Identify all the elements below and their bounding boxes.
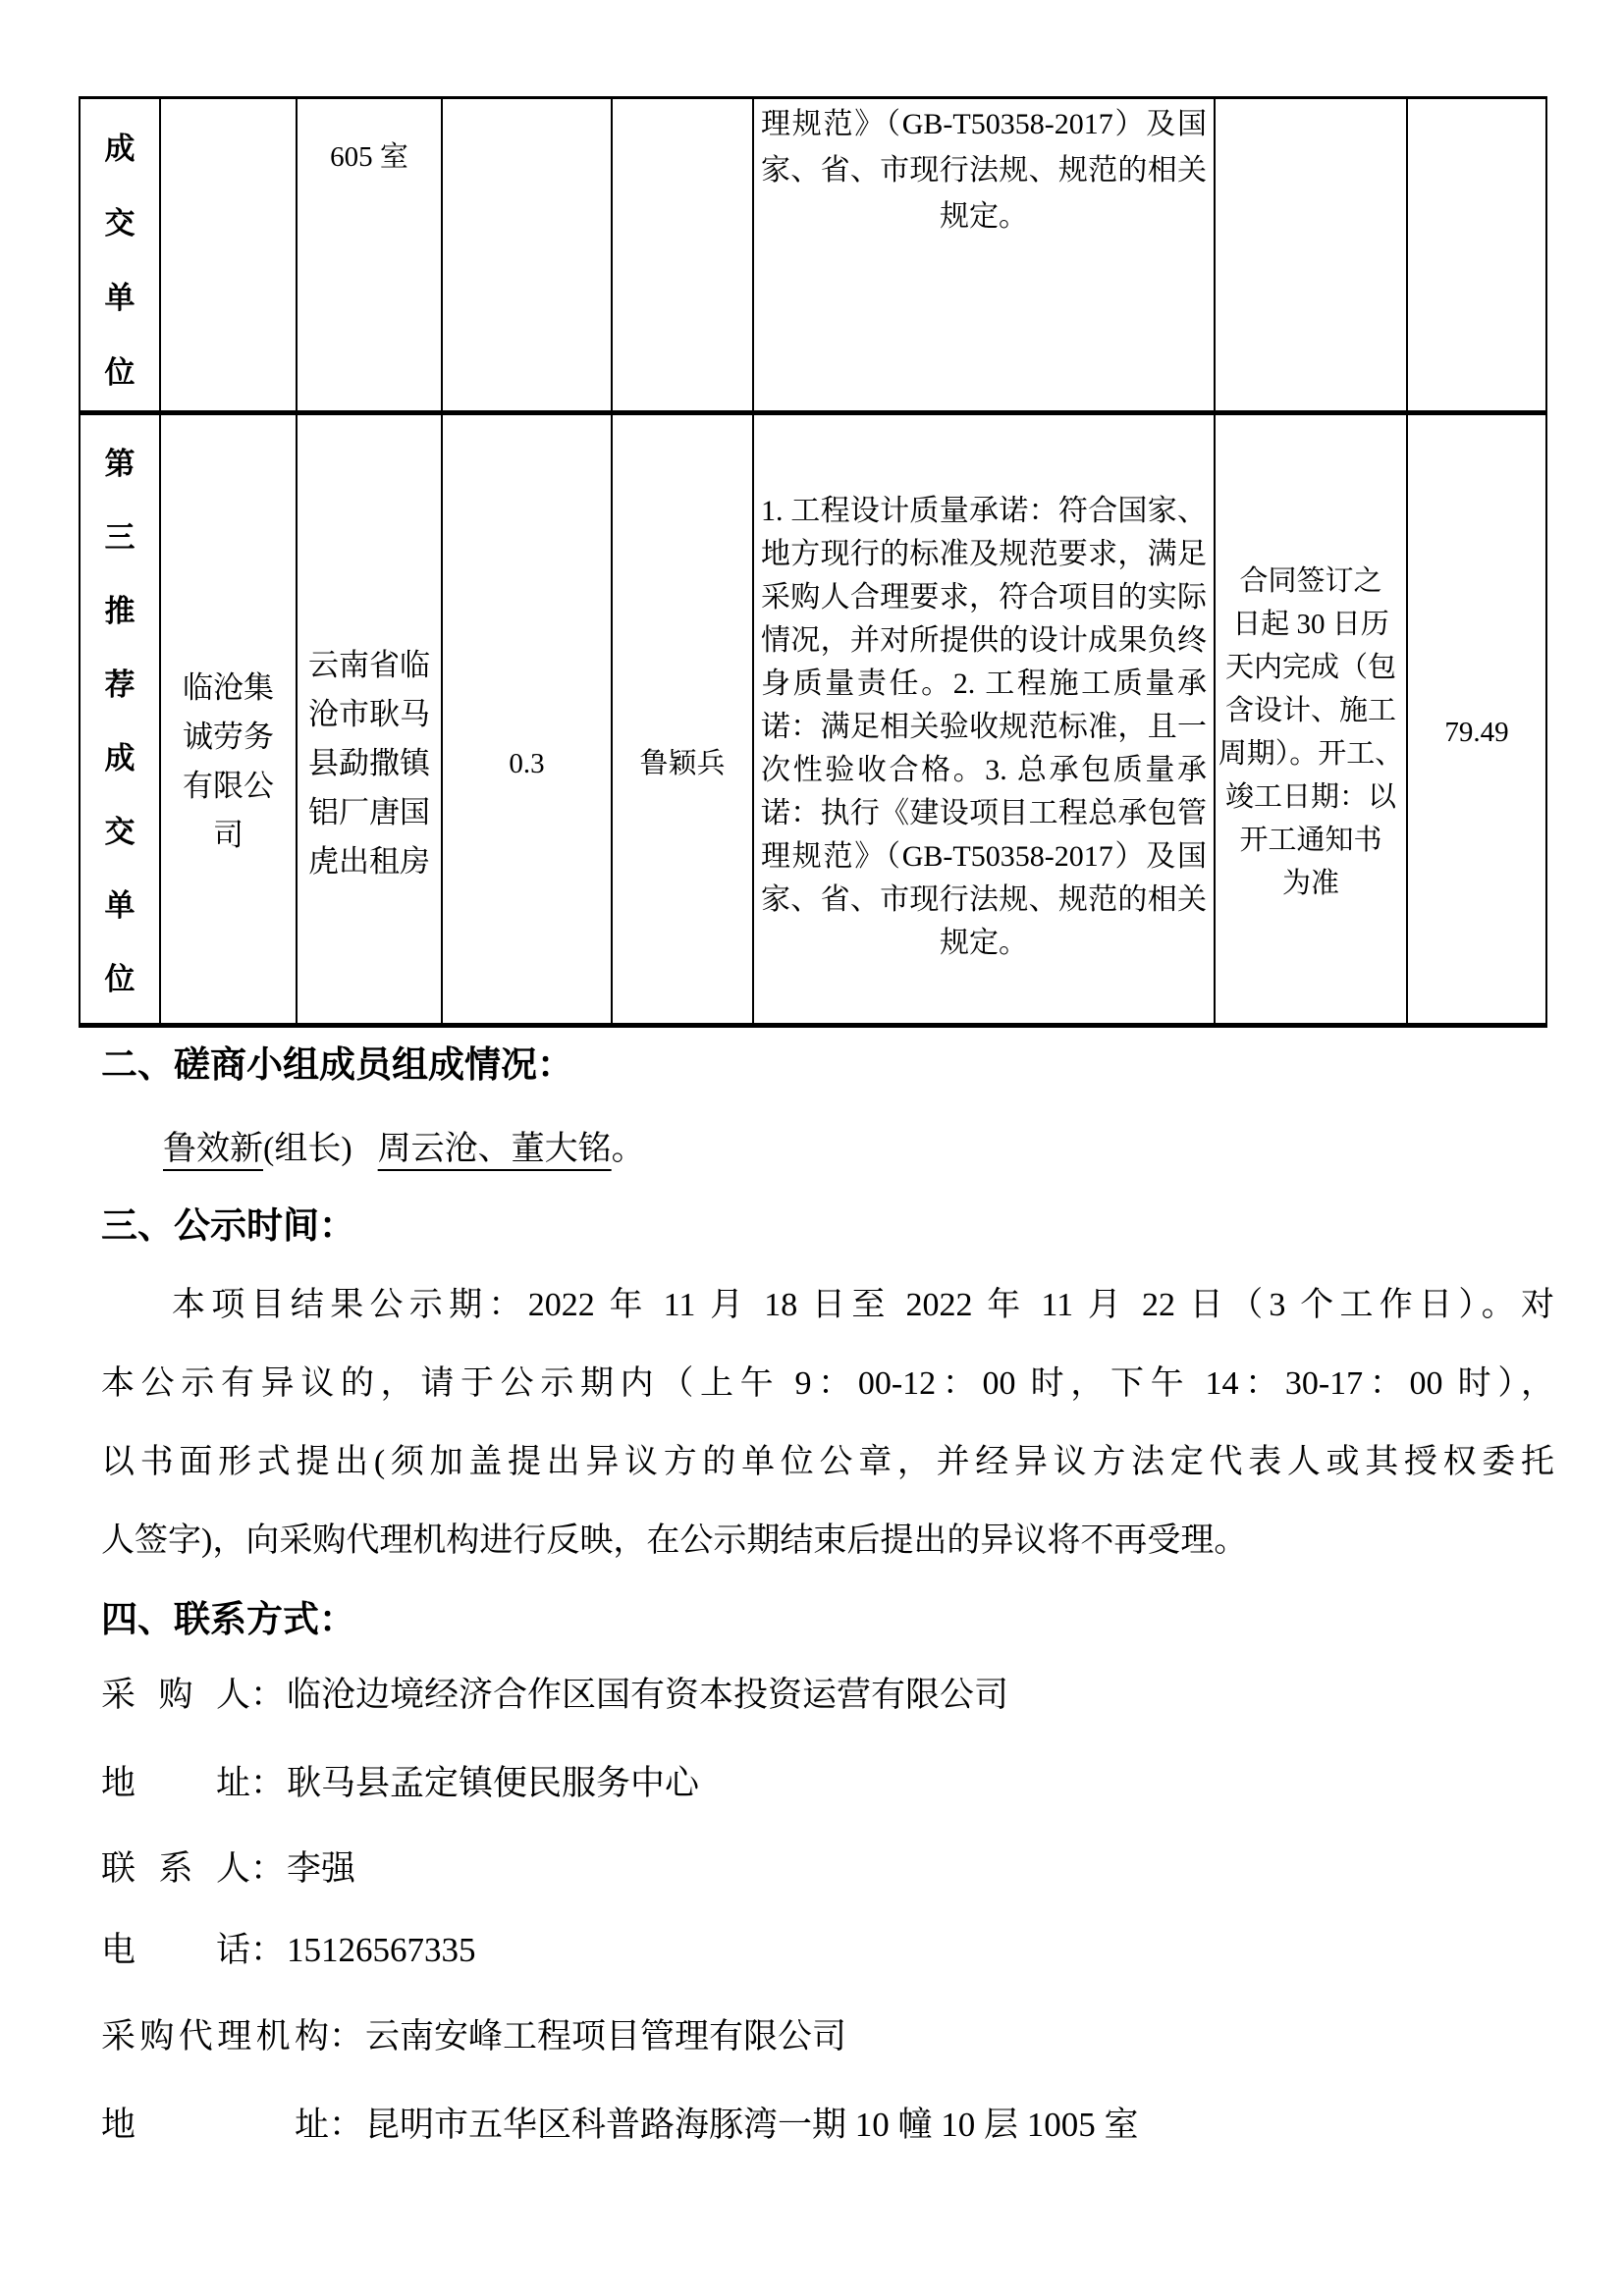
contract-duration-text: 合同签订之 日起 30 日历 天内完成（包 含设计、施工 周期）。开工、 竣工日期：以 开工通知书 为准 [1218, 565, 1404, 899]
cell-row1-header [80, 98, 160, 413]
address-tail-text: 605 室 [330, 141, 408, 173]
score-value: 79.49 [1444, 717, 1509, 748]
cell-row2-duration [1215, 413, 1407, 1026]
contact-agency-row [101, 2012, 846, 2061]
panel-members-line [163, 1125, 645, 1174]
contact-buyer-row [101, 1671, 1008, 1720]
cell-row1-duration-empty [1215, 98, 1407, 413]
cell-row2-header [80, 413, 160, 1026]
contact-agency-label: 采购代理机构 [101, 2017, 329, 2056]
section-4-heading: 四、联系方式： [101, 1599, 355, 1639]
cell-row1-quote-empty [442, 98, 612, 413]
section-3-heading: 三、公示时间： [101, 1205, 355, 1246]
contact-agency-colon: ： [329, 2017, 364, 2056]
contact-buyer-label: 采购人 [101, 1676, 250, 1714]
cell-row2-company [160, 413, 297, 1026]
contact-buyer-address-value: 耿马县孟定镇便民服务中心 [287, 1764, 700, 1802]
cell-row2-promise [753, 413, 1215, 1026]
contact-agency-address-value: 昆明市五华区科普路海豚湾一期 10 幢 10 层 1005 室 [365, 2106, 1139, 2144]
contact-phone-colon: ： [250, 1931, 286, 1969]
contact-person-label: 联系人 [101, 1849, 250, 1888]
contact-buyer-address-colon: ： [250, 1764, 286, 1802]
cell-row2-score [1407, 413, 1546, 1026]
cell-row1-leader-empty [612, 98, 753, 413]
quote-value: 0.3 [509, 748, 545, 779]
contact-agency-value: 云南安峰工程项目管理有限公司 [365, 2017, 847, 2056]
contact-phone-value: 15126567335 [287, 1931, 476, 1969]
project-leader-name: 鲁颖兵 [639, 748, 726, 779]
publicity-period-paragraph: 本项目结果公示期：2022 年 11 月 18 日至 2022 年 11 月 22 日（3 个工作日）。对 本公示有异议的，请于公示期内（上午 9：00-12：00 时，下午 14：30-17：00 时）， 以书面形式提出(须加盖提出异议方的单位公章，并经异议方法定代表人或其授权委托 人签字)，向采购代理机构进行反映，在公示期结束后提出的异议将不再受理。 [101, 1287, 1554, 1559]
contact-agency-address-label: 地址 [101, 2106, 329, 2144]
contact-phone-label: 电话 [101, 1931, 250, 1969]
table-row-third-recommended-winner [80, 413, 1546, 1026]
cell-row1-company-empty [160, 98, 297, 413]
company-address: 云南省临 沧市耿马 县勐撒镇 铝厂唐国 虎出租房 [308, 648, 430, 879]
contact-buyer-colon: ： [250, 1676, 286, 1714]
cell-row1-address-tail [297, 98, 442, 413]
contact-buyer-address-row [101, 1759, 699, 1808]
panel-members-period: 。 [611, 1131, 645, 1167]
panel-member-names: 周云沧、董大铭 [377, 1131, 612, 1167]
contact-agency-address-colon: ： [329, 2106, 364, 2144]
cell-row1-promise-tail [753, 98, 1215, 413]
contact-person-colon: ： [250, 1849, 286, 1888]
row-header-third-recommended-unit: 第 三 推 荐 成 交 单 位 [104, 447, 135, 996]
cell-row2-leader [612, 413, 753, 1026]
panel-leader-name: 鲁效新 [163, 1131, 263, 1167]
promise-tail-text: 理规范》（GB-T50358-2017）及国 家、省、市现行法规、规范的相关 规定。 [761, 108, 1207, 233]
contact-person-value: 李强 [287, 1849, 356, 1888]
section-2-heading: 二、磋商小组成员组成情况： [101, 1044, 573, 1085]
row-header-winner-unit: 成 交 单 位 [104, 132, 135, 390]
cell-row2-quote [442, 413, 612, 1026]
panel-leader-role: (组长) [263, 1131, 352, 1167]
contact-person-row [101, 1844, 355, 1894]
company-name: 临沧集 诚劳务 有限公 司 [183, 670, 274, 852]
cell-row1-score-empty [1407, 98, 1546, 413]
cell-row2-address [297, 413, 442, 1026]
contact-agency-address-row [101, 2101, 1139, 2150]
contact-phone-row [101, 1926, 476, 1975]
contact-buyer-value: 临沧边境经济合作区国有资本投资运营有限公司 [287, 1676, 1009, 1714]
quality-promise-text: 1. 工程设计质量承诺：符合国家、 地方现行的标准及规范要求，满足 采购人合理要求，符合项目的实际 情况，并对所提供的设计成果负终 身质量责任。2. 工程施工质量承 诺：满足相关验收规范标准，且一 次性验收合格。3. 总承包质量承 诺：执行《建设项目工程总承包管 理规范》（GB-T50358-2017）及国 家、省、市现行法规、规范的相关 规定。 [761, 495, 1207, 959]
contact-buyer-address-label: 地址 [101, 1764, 250, 1802]
award-result-table [79, 96, 1547, 1028]
table-row-second-winner-tail [80, 98, 1546, 413]
